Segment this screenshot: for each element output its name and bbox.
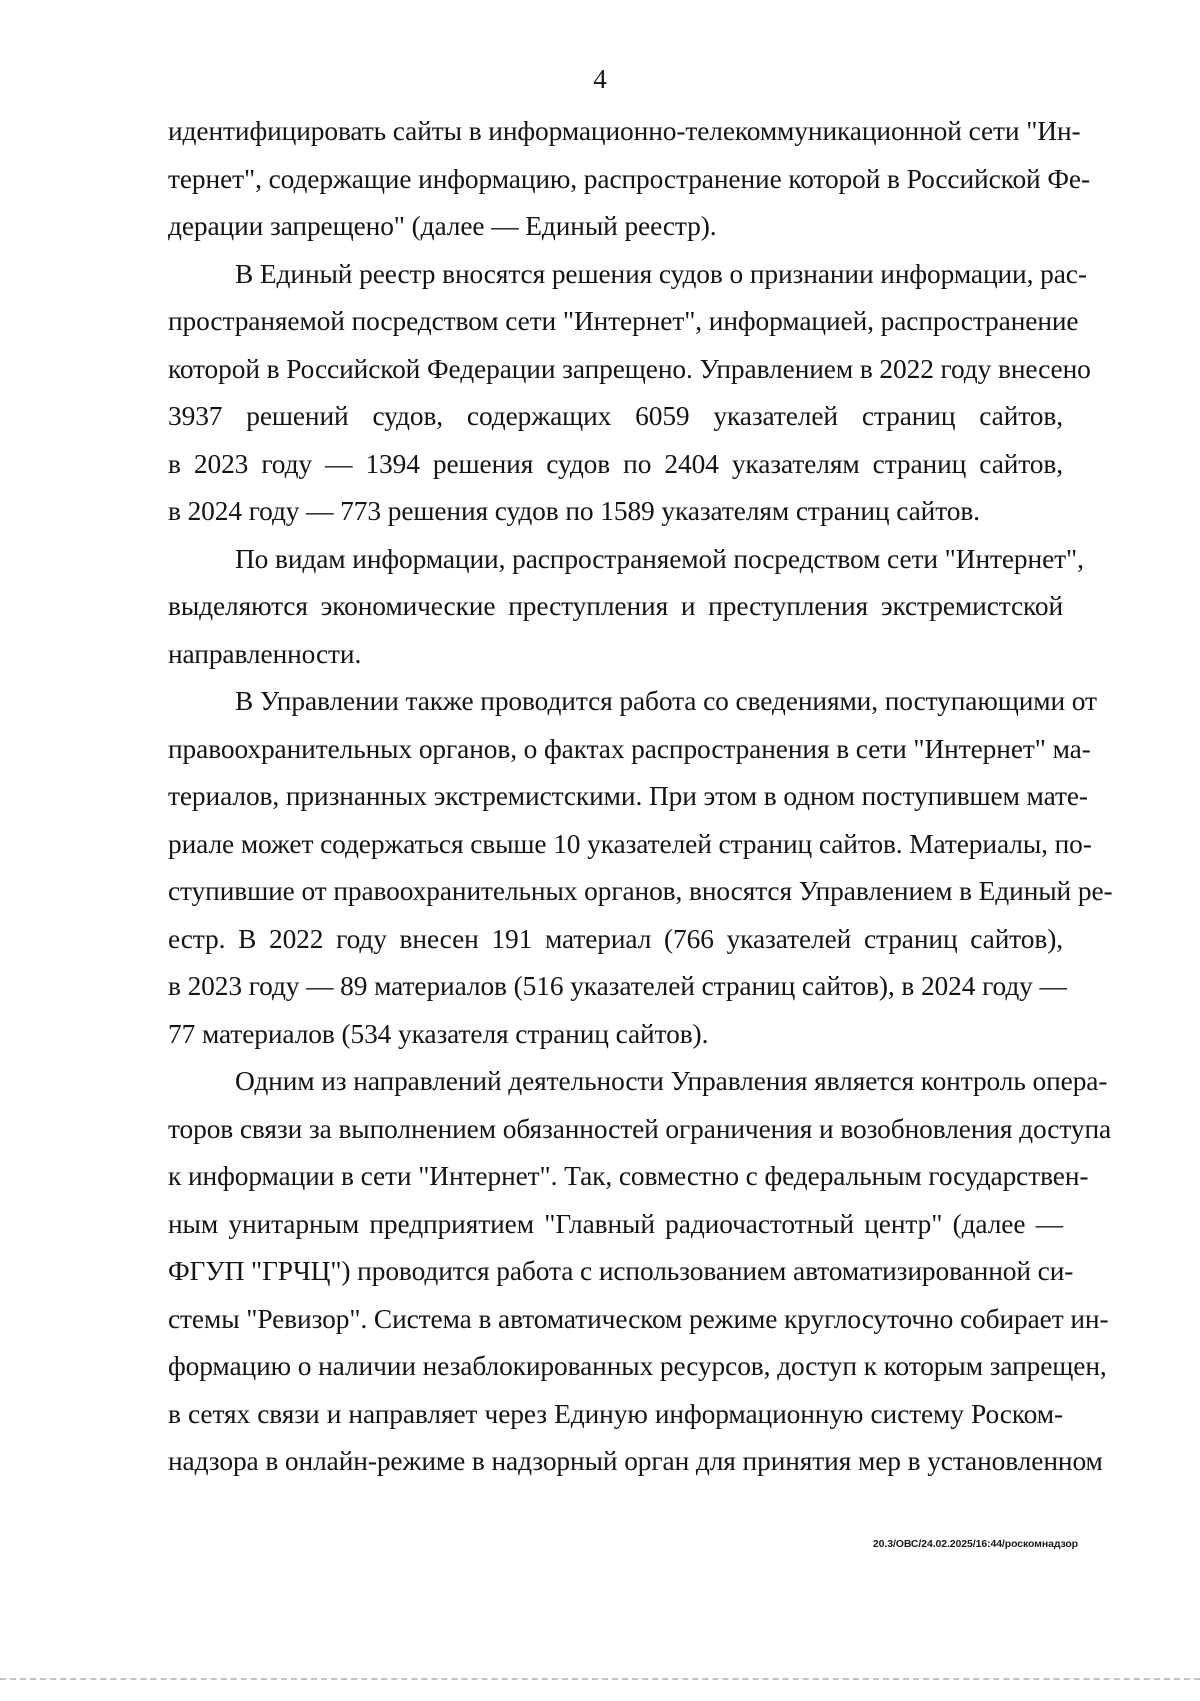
text-line: В Единый реестр вносятся решения судов о признании информации, рас- <box>235 258 1087 289</box>
text-line: выделяются экономические преступления и преступления экстремистской <box>168 591 1063 621</box>
text-line: ным унитарным предприятием "Главный радиочастотный центр" (далее — <box>168 1208 1063 1239</box>
text-line: формацию о наличии незаблокированных ресурсов, доступ к которым запрещен, <box>168 1351 1107 1381</box>
text-line: 3937 решений судов, содержащих 6059 указателей страниц сайтов, <box>168 401 1063 431</box>
text-line: 77 материалов (534 указателя страниц сайтов). <box>168 1018 709 1049</box>
text-line: ФГУП "ГРЧЦ") проводится работа с использованием автоматизированной си- <box>168 1256 1074 1286</box>
text-line: териалов, признанных экстремистскими. При этом в одном поступившем мате- <box>168 781 1088 811</box>
text-line: правоохранительных органов, о фактах распространения в сети "Интернет" ма- <box>168 733 1091 764</box>
text-line: которой в Российской Федерации запрещено. Управлением в 2022 году внесено <box>168 353 1091 384</box>
text-line: риале может содержаться свыше 10 указателей страниц сайтов. Материалы, по- <box>168 828 1092 859</box>
scan-edge-line <box>0 1678 1200 1680</box>
text-line: ступившие от правоохранительных органов, вносятся Управлением в Единый ре- <box>168 876 1113 906</box>
paragraph <box>168 1058 1112 1486</box>
paragraph <box>168 536 1084 679</box>
text-line: в сетях связи и направляет через Единую информационную систему Роском- <box>168 1398 1063 1429</box>
text-line: стемы "Ревизор". Система в автоматическом режиме круглосуточно собирает ин- <box>168 1303 1109 1334</box>
text-line: естр. В 2022 году внесен 191 материал (766 указателей страниц сайтов), <box>168 923 1063 954</box>
text-line: По видам информации, распространяемой посредством сети "Интернет", <box>235 543 1084 574</box>
text-line: в 2023 году — 1394 решения судов по 2404 указателям страниц сайтов, <box>168 448 1063 479</box>
paragraph <box>168 108 1090 251</box>
text-line: пространяемой посредством сети "Интернет", информацией, распространение <box>168 306 1079 336</box>
footer-registration-code: 20.3/ОВС/24.02.2025/16:44/роскомнадзор <box>872 1538 1078 1550</box>
text-line: дерации запрещено" (далее — Единый реестр). <box>168 211 717 241</box>
document-body <box>168 108 1113 1486</box>
text-line: надзора в онлайн-режиме в надзорный орган для принятия мер в установленном <box>168 1446 1103 1476</box>
text-line: В Управлении также проводится работа со сведениями, поступающими от <box>235 686 1097 716</box>
text-line: в 2023 году — 89 материалов (516 указателей страниц сайтов), в 2024 году — <box>168 971 1067 1001</box>
text-line: идентифицировать сайты в информационно-телекоммуникационной сети "Ин- <box>168 116 1081 146</box>
text-line: в 2024 году — 773 решения судов по 1589 указателям страниц сайтов. <box>168 496 980 526</box>
paragraph <box>168 251 1091 536</box>
paragraph <box>168 678 1113 1058</box>
text-line: направленности. <box>168 638 362 669</box>
text-line: торов связи за выполнением обязанностей ограничения и возобновления доступа <box>168 1113 1112 1144</box>
text-line: к информации в сети "Интернет". Так, совместно с федеральным государствен- <box>168 1161 1089 1191</box>
page-number: 4 <box>593 64 607 94</box>
text-line: тернет", содержащие информацию, распространение которой в Российской Фе- <box>168 163 1090 194</box>
text-line: Одним из направлений деятельности Управления является контроль опера- <box>235 1066 1108 1096</box>
